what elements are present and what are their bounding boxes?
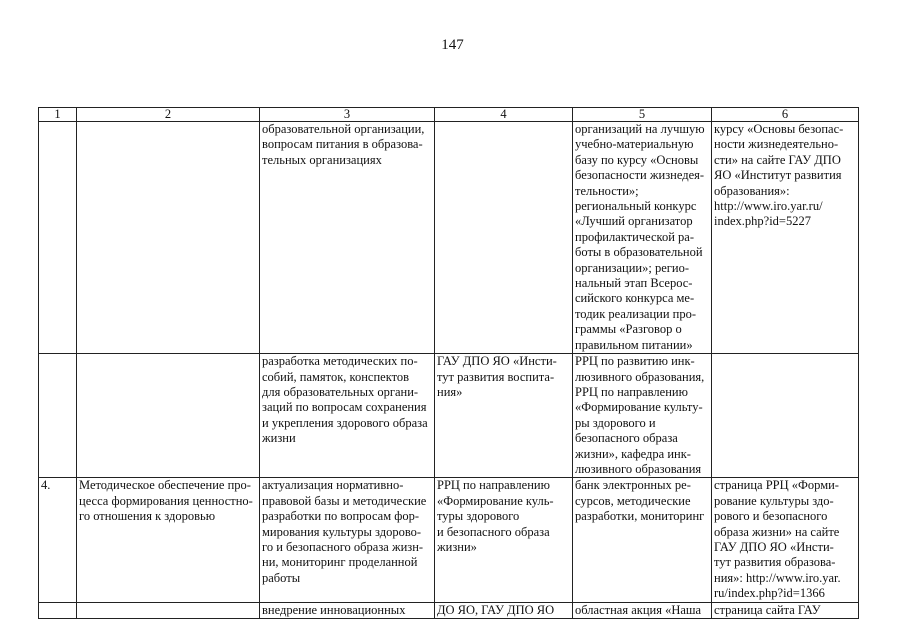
table-cell: страница РРЦ «Форми- рование культуры здо- рового и безопасного образа жизни» на сайте ГАУ ДПО ЯО «Инсти- тут развития образова- ния»: http://www.iro.yar. ru/index.php?id=1366 [712, 478, 859, 602]
table-cell: образовательной организации, вопросам питания в образова- тельных организациях [260, 122, 435, 354]
column-header: 5 [573, 108, 712, 122]
table-row [39, 122, 859, 354]
row-number [39, 122, 77, 354]
table-cell [77, 122, 260, 354]
table-cell [712, 354, 859, 478]
table-cell: Методическое обеспечение про- цесса формирования ценностно- го отношения к здоровью [77, 478, 260, 602]
table-cell: ДО ЯО, ГАУ ДПО ЯО [435, 602, 573, 618]
column-header: 6 [712, 108, 859, 122]
table-cell [435, 122, 573, 354]
column-header: 3 [260, 108, 435, 122]
row-number [39, 354, 77, 478]
table-cell: организаций на лучшую учебно-материальную базу по курсу «Основы безопасности жизнедея- тельности»; региональный конкурс «Лучший организатор профилактической ра- боты в образовательной организации»; регио- нальный этап Всерос- сийского конкурса ме- тодик реализации про- граммы «Разговор о правильном питании» [573, 122, 712, 354]
column-header: 4 [435, 108, 573, 122]
table-cell: ГАУ ДПО ЯО «Инсти- тут развития воспита- ния» [435, 354, 573, 478]
table-cell: страница сайта ГАУ [712, 602, 859, 618]
table-cell: разработка методических по- собий, памяток, конспектов для образовательных органи- заций по вопросам сохранения и укрепления здорового образа жизни [260, 354, 435, 478]
table-row [39, 478, 859, 602]
table-row [39, 602, 859, 618]
table-cell [77, 602, 260, 618]
column-header: 1 [39, 108, 77, 122]
page-number: 147 [441, 37, 464, 53]
table-cell: РРЦ по развитию инк- люзивного образования, РРЦ по направлению «Формирование культу- ры здорового и безопасного образа жизни», кафедра инк- люзивного образования [573, 354, 712, 478]
row-number [39, 602, 77, 618]
row-number: 4. [39, 478, 77, 602]
table-cell: областная акция «Наша [573, 602, 712, 618]
table-cell: актуализация нормативно- правовой базы и методические разработки по вопросам фор- мирования культуры здорово- го и безопасного образа жизн- ни, мониторинг проделанной работы [260, 478, 435, 602]
table-cell: банк электронных ре- сурсов, методические разработки, мониторинг [573, 478, 712, 602]
table-cell: курсу «Основы безопас- ности жизнедеятельно- сти» на сайте ГАУ ДПО ЯО «Институт развития образования»: http://www.iro.yar.ru/ index.php?id=5227 [712, 122, 859, 354]
table-row [39, 354, 859, 478]
document-table [38, 107, 859, 619]
table-header-row [39, 108, 859, 122]
column-header: 2 [77, 108, 260, 122]
table-cell [77, 354, 260, 478]
table-cell: внедрение инновационных [260, 602, 435, 618]
table-cell: РРЦ по направлению «Формирование куль- туры здорового и безопасного образа жизни» [435, 478, 573, 602]
